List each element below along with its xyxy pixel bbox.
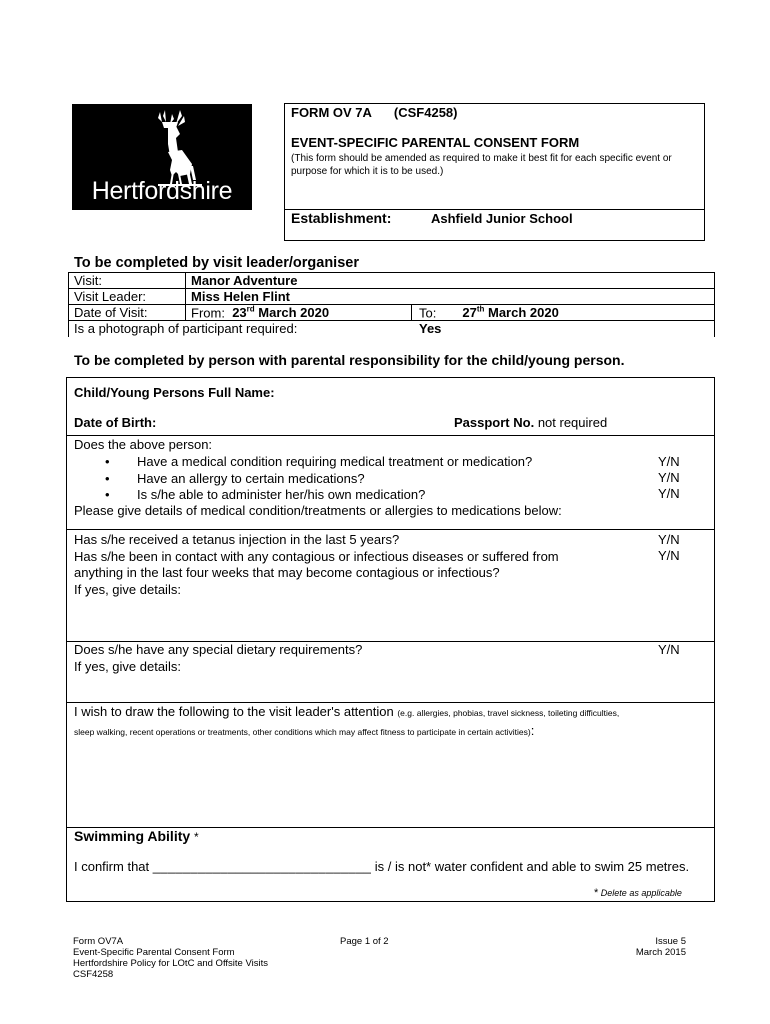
to-date: To: 27th March 2020: [419, 305, 559, 321]
swim-confirm: I confirm that _____________________________ is / is not* water confident and able to swim 25 metres.: [74, 859, 690, 874]
if-yes-label: If yes, give details:: [74, 658, 181, 674]
passport-field: Passport No. not required: [454, 415, 608, 430]
footer-title: Event-Specific Parental Consent Form: [73, 947, 235, 958]
footer-code: CSF4258: [73, 969, 114, 980]
from-date: From: 23rd March 2020: [191, 305, 330, 321]
logo-text: Hertfordshire: [91, 177, 233, 205]
footer-form: Form OV7A: [73, 936, 124, 947]
form-id: FORM OV 7A (CSF4258): [291, 105, 458, 120]
yn-medical-1: Y/N: [658, 454, 680, 469]
visit-label: Visit:: [74, 273, 102, 288]
yn-tetanus: Y/N: [658, 532, 680, 547]
page-number: Page 1 of 2: [340, 936, 389, 947]
contact-question-cont: anything in the last four weeks that may become contagious or infectious?: [74, 565, 500, 580]
attention-block: [74, 704, 709, 738]
photo-value: Yes: [419, 321, 442, 336]
yn-dietary: Y/N: [658, 642, 680, 657]
tetanus-block: [74, 532, 559, 598]
leader-label: Visit Leader:: [74, 289, 147, 304]
dietary-question: Does s/he have any special dietary requirements?: [74, 642, 363, 657]
row-line: [69, 304, 714, 305]
full-name-label: Child/Young Persons Full Name:: [74, 385, 275, 400]
visit-value: Manor Adventure: [191, 273, 298, 288]
footer-left: [73, 936, 268, 980]
establishment-label: Establishment:: [291, 210, 392, 226]
list-item: • Have a medical condition requiring medical treatment or medication?: [105, 454, 533, 469]
footer-issue: Issue 5: [655, 936, 686, 947]
yn-contact: Y/N: [658, 548, 680, 563]
row-line: [69, 288, 714, 289]
medical-details: Please give details of medical condition/treatments or allergies to medications below:: [74, 503, 562, 518]
form-note: (This form should be amended as required to make it best fit for each specific event or purpose for which it is to be used.): [291, 153, 672, 177]
hertfordshire-logo: [72, 104, 252, 210]
row-line: [67, 702, 714, 703]
parent-section: [66, 377, 715, 902]
row-line: [67, 529, 714, 530]
footer-right: [620, 936, 686, 958]
establishment-value: Ashfield Junior School: [431, 211, 573, 226]
dietary-block: [74, 642, 362, 675]
contact-question: Has s/he been in contact with any contagious or infectious diseases or suffered from: [74, 548, 559, 564]
photo-label: Is a photograph of participant required:: [74, 321, 298, 336]
yn-medical-2: Y/N: [658, 470, 680, 485]
parent-heading: To be completed by person with parental responsibility for the child/young person.: [74, 352, 625, 368]
list-item: • Have an allergy to certain medications?: [105, 470, 365, 486]
footer-policy: Hertfordshire Policy for LOtC and Offsite Visits: [73, 958, 269, 969]
col-line: [185, 273, 186, 320]
if-yes-label: If yes, give details:: [74, 581, 181, 597]
swim-heading: Swimming Ability *: [74, 828, 199, 844]
organiser-heading: To be completed by visit leader/organiser: [74, 255, 359, 271]
organiser-table: [68, 272, 715, 337]
leader-value: Miss Helen Flint: [191, 289, 290, 304]
form-header-box: [284, 103, 705, 241]
list-item: • Is s/he able to administer her/his own medication?: [105, 487, 426, 502]
attention-line-1: I wish to draw the following to the visit leader's attention (e.g. allergies, phobias, travel sickness, toileting difficulties,: [74, 704, 620, 719]
yn-medical-3: Y/N: [658, 486, 680, 501]
date-label: Date of Visit:: [74, 305, 148, 320]
col-line: [411, 304, 412, 320]
attention-line-2: sleep walking, recent operations or treatments, other conditions which may affect fitness to participate in certain activities):: [74, 723, 535, 738]
medical-list: [105, 454, 532, 504]
tetanus-question: Has s/he received a tetanus injection in the last 5 years?: [74, 532, 400, 547]
delete-note: * Delete as applicable: [594, 887, 682, 899]
dob-label: Date of Birth:: [74, 415, 157, 430]
medical-intro: Does the above person:: [74, 437, 213, 452]
row-line: [67, 435, 714, 436]
form-title: EVENT-SPECIFIC PARENTAL CONSENT FORM: [291, 135, 580, 150]
footer-date: March 2015: [635, 947, 686, 958]
